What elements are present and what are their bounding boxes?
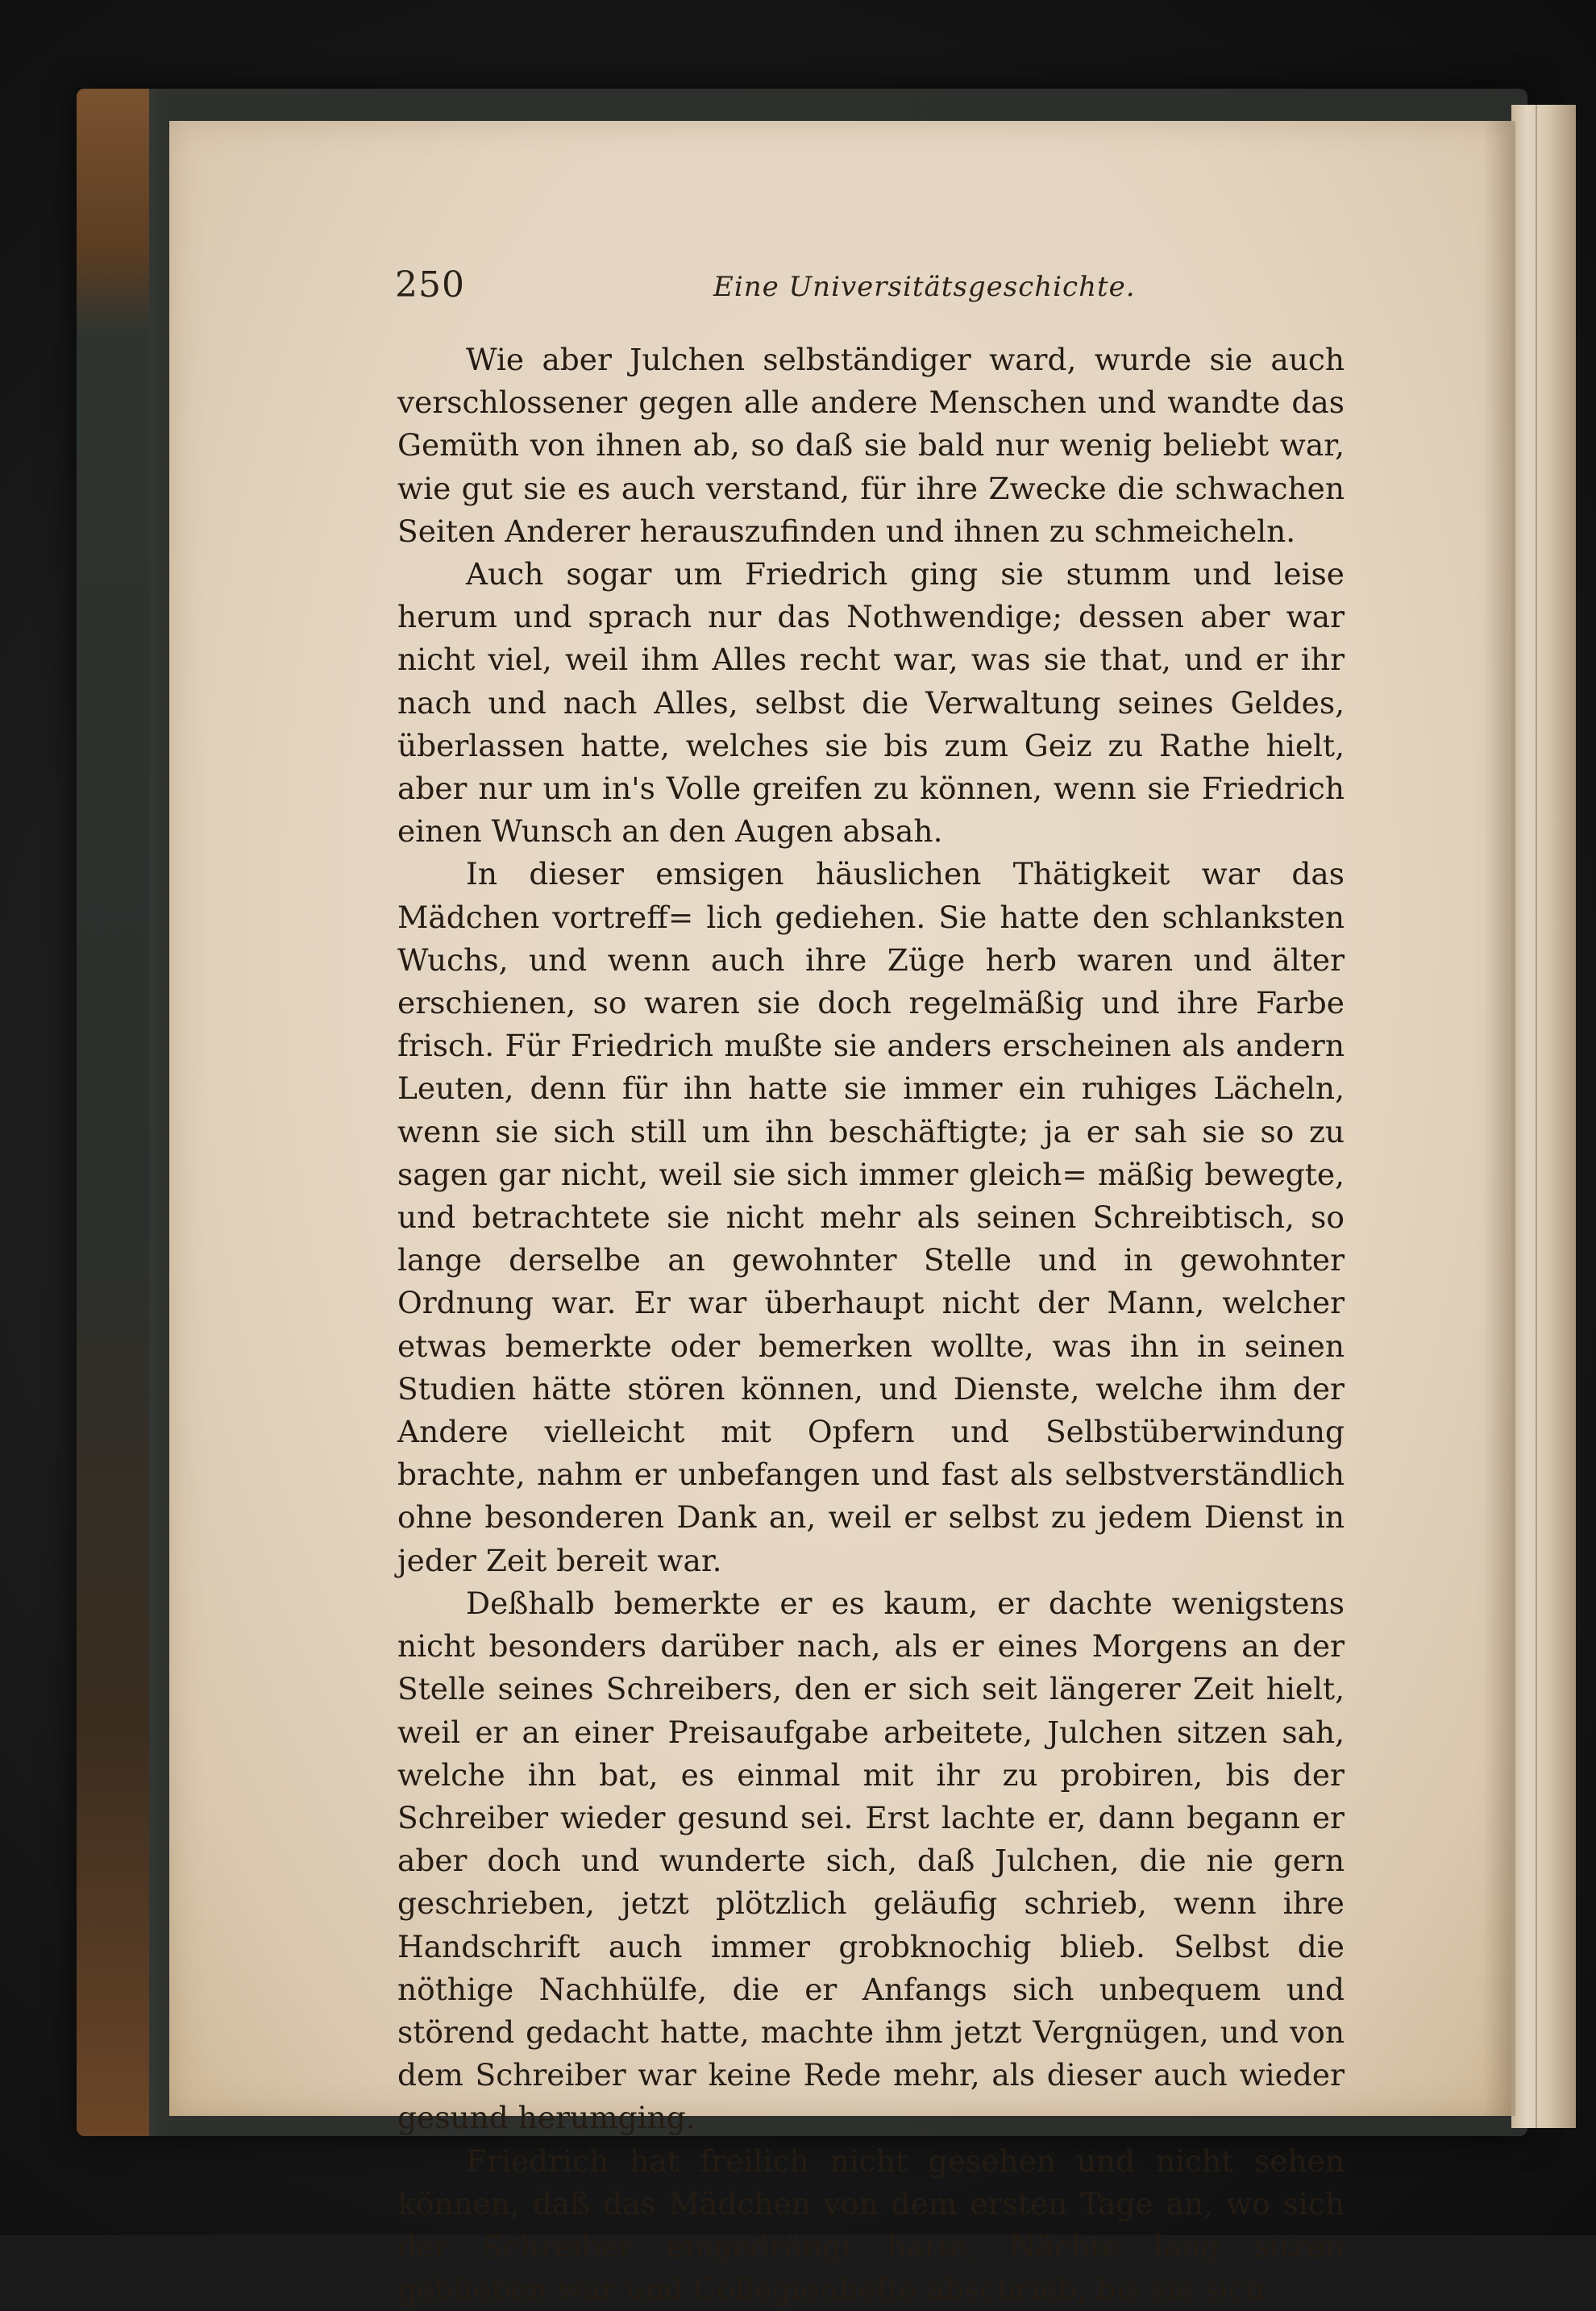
page-stack-edge: [1511, 105, 1576, 2128]
page-header: [395, 264, 1362, 313]
page-number: 250: [395, 264, 465, 306]
paragraph: In dieser emsigen häuslichen Thätigkeit war das Mädchen vortreff= lich gediehen. Sie hatte den schlanksten Wuchs, und wenn auch ihre Züge herb waren und älter erschienen, so waren sie doch regelmäßig und ihre Farbe frisch. Für Friedrich mußte sie anders erscheinen als andern Leuten, denn für ihn hatte sie immer ein ruhiges Lächeln, wenn sie sich still um ihn beschäftigte; ja er sah sie so zu sagen gar nicht, weil sie sich immer gleich= mäßig bewegte, und betrachtete sie nicht mehr als seinen Schreibtisch, so lange derselbe an gewohnter Stelle und in gewohnter Ordnung war. Er war überhaupt nicht der Mann, welcher etwas bemerkte oder bemerken wollte, was ihn in seinen Studien hätte stören können, und Dienste, welche ihm der Andere vielleicht mit Opfern und Selbstüberwindung brachte, nahm er unbefangen und fast als selbstverständlich ohne besonderen Dank an, weil er selbst zu jedem Dienst in jeder Zeit bereit war.: [397, 856, 1345, 1578]
page-gutter-shadow: [1483, 121, 1515, 2116]
running-head: Eine Universitätsgeschichte.: [713, 271, 1136, 303]
paragraph: Deßhalb bemerkte er es kaum, er dachte wenigstens nicht besonders darüber nach, als er eines Morgens an der Stelle seines Schreibers, den er sich seit längerer Zeit hielt, weil er an einer Preisaufgabe arbeitete, Julchen sitzen sah, welche ihn bat, es einmal mit ihr zu probiren, bis der Schreiber wieder gesund sei. Erst lachte er, dann begann er aber doch und wunderte sich, daß Julchen, die nie gern geschrieben, jetzt plötzlich geläufig schrieb, wenn ihre Handschrift auch immer grobknochig blieb. Selbst die nöthige Nachhülfe, die er Anfangs sich unbequem und störend gedacht hatte, machte ihm jetzt Vergnügen, und von dem Schreiber war keine Rede mehr, als dieser auch wieder gesund herumging.: [397, 1585, 1345, 2136]
body-text: [397, 339, 1345, 2311]
paragraph: Wie aber Julchen selbständiger ward, wurde sie auch verschlossener gegen alle andere Menschen und wandte das Gemüth von ihnen ab, so daß sie bald nur wenig beliebt war, wie gut sie es auch verstand, für ihre Zwecke die schwachen Seiten Anderer herauszufinden und ihnen zu schmeicheln.: [397, 342, 1345, 549]
paragraph: Friedrich hat freilich nicht gesehen und nicht sehen können, daß das Mädchen von dem ersten Tage an, wo sich der Schreiber eingedrängt hatte, Nächte lang sitzen geblieben war und Collegienhefte abschrieb, bis sie sich: [397, 2143, 1345, 2308]
paragraph: Auch sogar um Friedrich ging sie stumm und leise herum und sprach nur das Nothwendige; dessen aber war nicht viel, weil ihm Alles recht war, was sie that, und er ihr nach und nach Alles, selbst die Verwaltung seines Geldes, überlassen hatte, welches sie bis zum Geiz zu Rathe hielt, aber nur um in's Volle greifen zu können, wenn sie Friedrich einen Wunsch an den Augen absah.: [397, 556, 1345, 850]
book-binding-edge: [77, 89, 149, 2136]
